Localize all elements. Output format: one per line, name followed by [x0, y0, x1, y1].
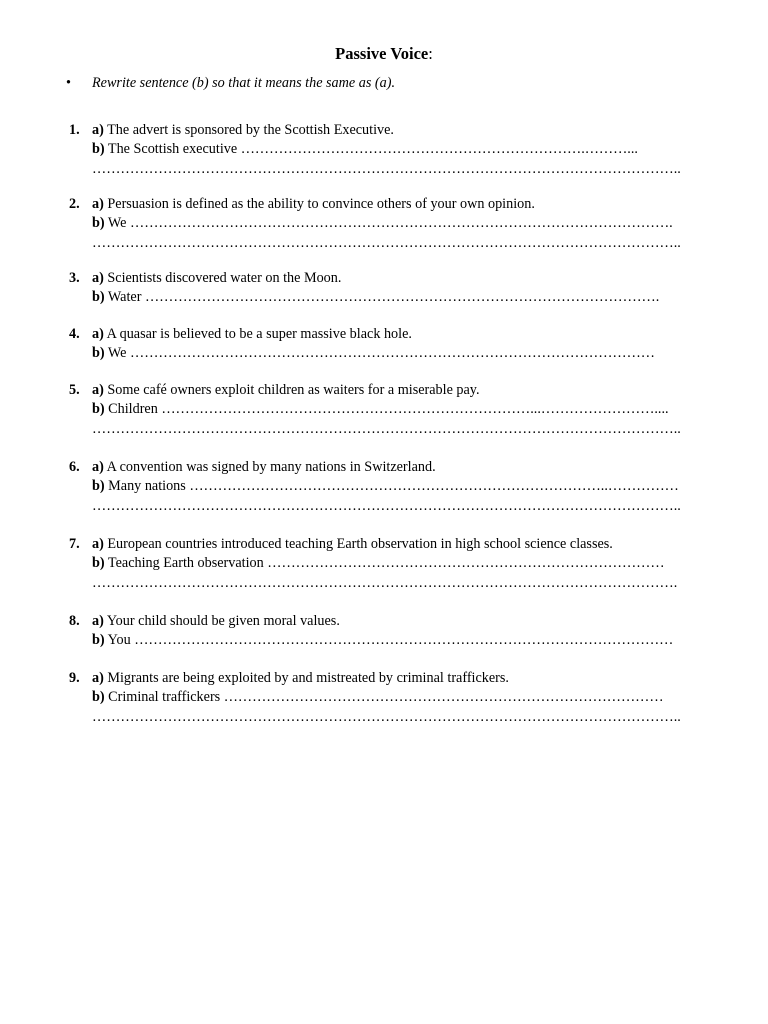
sentence-a-text: Persuasion is defined as the ability to convince others of your own opinion.	[107, 196, 535, 212]
sentence-b[interactable]	[92, 477, 679, 496]
question-number: 7.	[69, 536, 80, 552]
sentence-b-label: b)	[92, 215, 105, 231]
sentence-a	[92, 195, 535, 214]
sentence-a-text: The advert is sponsored by the Scottish Executive.	[107, 122, 394, 138]
sentence-a-text: Your child should be given moral values.	[106, 613, 340, 629]
question-number: 5.	[69, 382, 80, 398]
question-number: 6.	[69, 459, 80, 475]
answer-continuation-line[interactable]: ……………………………………………………………………………………………………………..	[92, 498, 681, 514]
sentence-a-text: Migrants are being exploited by and mistreated by criminal traffickers.	[107, 670, 509, 686]
sentence-a	[92, 121, 394, 140]
sentence-b-label: b)	[92, 401, 105, 417]
sentence-a-text: A quasar is believed to be a super massive black hole.	[106, 326, 412, 342]
question-number: 1.	[69, 122, 80, 138]
sentence-a	[92, 269, 341, 288]
sentence-b-answer-line[interactable]: Children ……………………………………………………………………...……………………....	[108, 401, 669, 417]
title-text: Passive Voice	[335, 44, 429, 63]
sentence-a-text: A convention was signed by many nations in Switzerland.	[106, 459, 436, 475]
sentence-b-label: b)	[92, 478, 105, 494]
instruction-text: Rewrite sentence (b) so that it means the same as (a).	[92, 75, 395, 91]
answer-continuation-line[interactable]: ……………………………………………………………………………………………………………..	[92, 421, 681, 437]
sentence-a	[92, 669, 509, 688]
sentence-a-text: Scientists discovered water on the Moon.	[107, 270, 342, 286]
sentence-a-label: a)	[92, 122, 104, 138]
sentence-b[interactable]	[92, 631, 673, 650]
sentence-b-answer-line[interactable]: Water ……………………………………………………………………………………………….	[107, 289, 660, 305]
answer-continuation-line[interactable]: ……………………………………………………………………………………………………………..	[92, 161, 681, 177]
sentence-a-label: a)	[92, 536, 104, 552]
question-number: 9.	[69, 670, 80, 686]
sentence-b[interactable]	[92, 214, 673, 233]
sentence-a-label: a)	[92, 459, 104, 475]
sentence-b[interactable]	[92, 288, 659, 307]
sentence-b[interactable]	[92, 688, 664, 707]
sentence-a-text: Some café owners exploit children as waiters for a miserable pay.	[107, 382, 480, 398]
sentence-a	[92, 612, 340, 631]
sentence-b-answer-line[interactable]: We …………………………………………………………………………………………………	[107, 345, 655, 361]
sentence-a-label: a)	[92, 326, 104, 342]
answer-continuation-line[interactable]: …………………………………………………………………………………………………………….	[92, 575, 678, 591]
sentence-b-label: b)	[92, 555, 105, 571]
sentence-b-answer-line[interactable]: Teaching Earth observation …………………………………………………………………………	[107, 555, 665, 571]
sentence-b-answer-line[interactable]: You ……………………………………………………………………………………………………	[107, 632, 674, 648]
sentence-a-label: a)	[92, 613, 104, 629]
question-number: 2.	[69, 196, 80, 212]
sentence-a-label: a)	[92, 196, 104, 212]
sentence-b-answer-line[interactable]: We …………………………………………………………………………………………………….	[107, 215, 673, 231]
bullet-icon: •	[66, 75, 71, 91]
sentence-a-label: a)	[92, 670, 104, 686]
sentence-a	[92, 325, 412, 344]
title-colon: :	[428, 44, 433, 63]
sentence-b-label: b)	[92, 289, 105, 305]
sentence-b-label: b)	[92, 689, 105, 705]
sentence-b[interactable]	[92, 400, 669, 419]
sentence-b[interactable]	[92, 554, 665, 573]
sentence-b-answer-line[interactable]: Criminal traffickers …………………………………………………………………………………	[108, 689, 664, 705]
sentence-a-label: a)	[92, 270, 104, 286]
sentence-b[interactable]	[92, 140, 638, 159]
question-number: 8.	[69, 613, 80, 629]
question-number: 4.	[69, 326, 80, 342]
sentence-b-label: b)	[92, 141, 105, 157]
page-title	[0, 44, 768, 64]
sentence-a-text: European countries introduced teaching Earth observation in high school science classes.	[107, 536, 613, 552]
sentence-b-answer-line[interactable]: Many nations ……………………………………………………………………………..……………	[108, 478, 679, 494]
sentence-a	[92, 535, 613, 554]
answer-continuation-line[interactable]: ……………………………………………………………………………………………………………..	[92, 709, 681, 725]
sentence-a-label: a)	[92, 382, 104, 398]
answer-continuation-line[interactable]: ……………………………………………………………………………………………………………..	[92, 235, 681, 251]
sentence-b-label: b)	[92, 632, 105, 648]
question-number: 3.	[69, 270, 80, 286]
sentence-a	[92, 458, 436, 477]
sentence-b-label: b)	[92, 345, 105, 361]
sentence-a	[92, 381, 480, 400]
instruction	[66, 74, 726, 93]
sentence-b[interactable]	[92, 344, 655, 363]
sentence-b-answer-line[interactable]: The Scottish executive ……………………………………………………………….………...	[107, 141, 638, 157]
